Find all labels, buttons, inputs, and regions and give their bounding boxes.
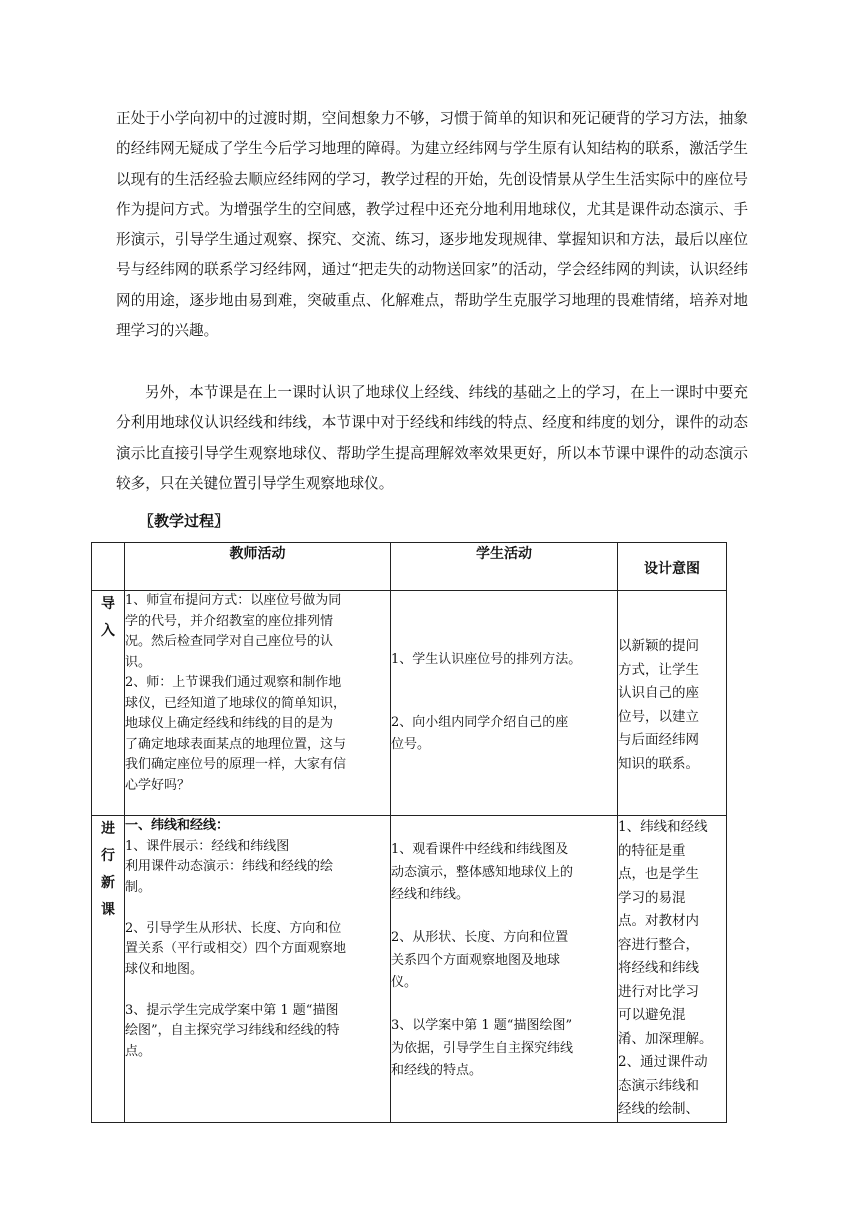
design-line: 经线的绘制、: [618, 1101, 699, 1117]
teacher-line: 利用课件动态演示：纬线和经线的绘: [125, 859, 334, 874]
teacher-line: 识。: [125, 654, 152, 670]
teacher-line: 1、课件展示：经线和纬线图: [125, 838, 290, 854]
teacher-line: 1、师宣布提问方式：以座位号做为同: [125, 593, 342, 608]
student-line: [391, 692, 617, 713]
teacher-line: 况。然后检查同学对自己座位号的认: [125, 634, 334, 649]
design-intent-cell: [618, 816, 727, 1123]
student-line: 1、观看课件中经线和纬线图及: [391, 842, 569, 857]
design-intent-cell: [618, 591, 727, 816]
teacher-line: 2、引导学生从形状、长度、方向和位: [125, 920, 342, 936]
design-line: 方式，让学生: [618, 661, 699, 678]
design-line: 知识的联系。: [618, 755, 699, 772]
student-line: 和经线的特点。: [391, 1063, 483, 1078]
teacher-activity-cell: [125, 591, 391, 816]
teacher-line: 球仪，已经知道了地球仪的简单知识，: [125, 695, 347, 711]
teacher-line: [125, 898, 390, 919]
header-design-intent: 设计意图: [618, 543, 727, 591]
teacher-line: 球仪和地图。: [125, 961, 204, 977]
student-line: 2、从形状、长度、方向和位置: [391, 930, 569, 945]
section-heading: 〖教学过程〗: [139, 512, 230, 530]
student-line: 1、学生认识座位号的排列方法。: [391, 652, 582, 667]
student-line: 仪。: [391, 975, 418, 990]
student-line: 位号。: [391, 737, 431, 752]
teacher-line: 点。: [125, 1043, 152, 1059]
student-line: 关系四个方面观察地图及地球: [391, 952, 561, 968]
design-line: 容进行整合，: [618, 936, 699, 953]
teaching-process-table: [91, 542, 727, 1123]
phase-cell: [92, 591, 125, 816]
design-line: 的特征是重: [618, 842, 686, 859]
phase-cell: [92, 816, 125, 1123]
student-line: 2、向小组内同学介绍自己的座: [391, 715, 569, 730]
student-activity-cell: [391, 591, 618, 816]
body-paragraph-1: 正处于小学向初中的过渡时期，空间想象力不够，习惯于简单的知识和死记硬背的学习方法，抽象的经纬网无疑成了学生今后学习地理的障碍。为建立经纬网与学生原有认知结构的联系，激活学生以现有的生活经验去顺应经纬网的学习，教学过程的开始，先创设情景从学生生活实际中的座位号作为提问方式。为增强学生的空间感，教学过程中还充分地利用地球仪，尤其是课件动态演示、手形演示，引导学生通过观察、探究、交流、练习，逐步地发现规律、掌握知识和方法，最后以座位号与经纬网的联系学习经纬网，通过“把走失的动物送回家”的活动，学会经纬网的判读，认识经纬网的用途，逐步地由易到难，突破重点、化解难点，帮助学生克服学习地理的畏难情绪，培养对地理学习的兴趣。: [116, 110, 748, 340]
teacher-line: 3、提示学生完成学案中第 1 题“描图: [125, 1002, 339, 1018]
design-line: 与后面经纬网: [618, 732, 699, 748]
design-line: 认识自己的座: [618, 685, 699, 701]
teacher-line: 一、纬线和经线：: [125, 818, 230, 833]
student-line: 3、以学案中第 1 题“描图绘图”: [391, 1018, 573, 1033]
header-phase: [92, 543, 125, 591]
student-line: 为依据，引导学生自主探究纬线: [391, 1040, 574, 1056]
phase-label: 导入: [101, 596, 115, 639]
teacher-line: 制。: [125, 879, 152, 895]
design-line: 以新颖的提问: [618, 638, 699, 654]
teacher-line: [125, 980, 390, 1001]
student-activity-cell: [391, 816, 618, 1123]
student-line: [391, 907, 617, 928]
teacher-line: 置关系（平行或相交）四个方面观察地: [125, 941, 347, 956]
header-teacher-activity: 教师活动: [125, 543, 391, 591]
teacher-line: 了确定地球表面某点的地理位置，这与: [125, 736, 347, 752]
design-line: 将经线和纬线: [618, 960, 699, 976]
student-line: 经线和纬线。: [391, 887, 470, 902]
design-line: 位号，以建立: [618, 708, 699, 725]
design-line: 1、纬线和经线: [618, 819, 708, 835]
teacher-line: 学的代号，并介绍教室的座位排列情: [125, 613, 334, 629]
design-line: 可以避免混: [618, 1007, 686, 1023]
teacher-activity-cell: [125, 816, 391, 1123]
student-line: 动态演示，整体感知地球仪上的: [391, 864, 574, 880]
design-line: 2、通过课件动: [618, 1054, 708, 1070]
design-line: 学习的易混: [618, 889, 686, 906]
teacher-line: 地球仪上确定经线和纬线的目的是为: [125, 716, 334, 731]
teacher-line: 绘图”，自主探究学习纬线和经线的特: [125, 1023, 340, 1038]
design-line: 进行对比学习: [618, 983, 699, 1000]
body-paragraph-2: 另外，本节课是在上一课时认识了地球仪上经线、纬线的基础之上的学习，在上一课时中要充分利用地球仪认识经线和纬线，本节课中对于经线和纬线的特点、经度和纬度的划分，课件的动态演示比直接引导学生观察地球仪、帮助学生提高理解效率效果更好，所以本节课中课件的动态演示较多，只在关键位置引导学生观察地球仪。: [116, 384, 748, 492]
design-line: 淆、加深理解。: [618, 1030, 713, 1047]
teacher-line: 2、师：上节课我们通过观察和制作地: [125, 675, 342, 690]
design-line: 点。对教材内: [618, 913, 699, 929]
teacher-line: 心学好吗？: [125, 777, 191, 793]
student-line: [391, 671, 617, 692]
table-row: [92, 591, 727, 816]
table-header-row: [92, 543, 727, 591]
teacher-line: 我们确定座位号的原理一样，大家有信: [125, 757, 347, 772]
header-student-activity: 学生活动: [391, 543, 618, 591]
phase-label: 进行新课: [101, 821, 115, 918]
student-line: [391, 995, 617, 1016]
table-row: [92, 816, 727, 1123]
design-line: 态演示纬线和: [618, 1077, 699, 1094]
design-line: 点，也是学生: [618, 866, 699, 882]
